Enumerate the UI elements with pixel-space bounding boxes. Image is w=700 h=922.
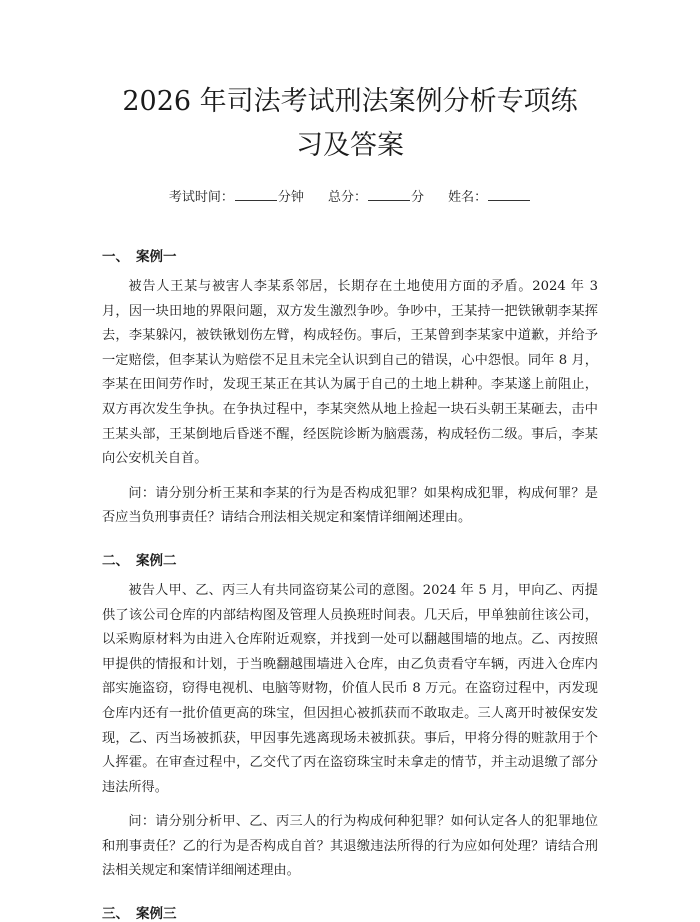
section-number: 一、 bbox=[102, 249, 129, 265]
student-name-blank bbox=[488, 188, 530, 201]
case-2-question: 问：请分别分析甲、乙、丙三人的行为构成何种犯罪？如何认定各人的犯罪地位和刑事责任？乙的行为是否构成自首？其退缴违法所得的行为应如何处理？请结合刑法相关规定和案情详细阐述理由。 bbox=[102, 814, 598, 879]
student-name bbox=[448, 186, 531, 205]
case-2-facts: 被告人甲、乙、丙三人有共同盗窃某公司的意图。2024 年 5 月，甲向乙、丙提供了该公司仓库的内部结构图及管理人员换班时间表。几天后，甲单独前往该公司，以采购原材料为由进入仓库附近观察，并找到一处可以翻越围墙的地点。乙、丙按照甲提供的情报和计划，于当晚翻越围墙进入仓库，由乙负责看守车辆，丙进入仓库内部实施盗窃，窃得电视机、电脑等财物，价值人民币 8 万元。在盗窃过程中，丙发现仓库内还有一批价值更高的珠宝，但因担心被抓获而不敢取走。三人离开时被保安发现，乙、丙当场被抓获，甲因事先逃离现场未被抓获。事后，甲将分得的赃款用于个人挥霍。在审查过程中，乙交代了丙在盗窃珠宝时未拿走的情节，并主动退缴了部分违法所得。 bbox=[102, 582, 598, 795]
section-heading-1 bbox=[102, 245, 598, 265]
case-1-question: 问：请分别分析王某和李某的行为是否构成犯罪？如果构成犯罪，构成何罪？是否应当负刑事责任？请结合刑法相关规定和案情详细阐述理由。 bbox=[102, 485, 598, 526]
section-number: 二、 bbox=[102, 552, 129, 569]
exam-time-unit: 分钟 bbox=[277, 190, 304, 205]
exam-time-blank bbox=[235, 188, 277, 201]
student-name-label: 姓名： bbox=[448, 190, 488, 205]
section-heading-2 bbox=[102, 549, 598, 569]
exam-time bbox=[169, 186, 304, 205]
section-heading-3 bbox=[102, 902, 598, 922]
total-score-label: 总分： bbox=[327, 190, 367, 205]
section-title: 案例一 bbox=[136, 249, 177, 265]
section-number: 三、 bbox=[102, 906, 129, 922]
total-score-unit: 分 bbox=[411, 190, 425, 205]
total-score bbox=[328, 186, 424, 205]
total-score-blank bbox=[368, 188, 410, 201]
section-title: 案例二 bbox=[136, 552, 177, 569]
document-title: 2026 年司法考试刑法案例分析专项练习及答案 bbox=[122, 86, 578, 161]
section-title: 案例三 bbox=[136, 906, 177, 922]
exam-meta bbox=[102, 186, 598, 205]
exam-time-label: 考试时间： bbox=[168, 190, 234, 205]
case-1-facts: 被告人王某与被害人李某系邻居，长期存在土地使用方面的矛盾。2024 年 3 月，因一块田地的界限问题，双方发生激烈争吵。争吵中，王某持一把铁锹朝李某挥去，李某躲闪，被铁锹划伤左臂，构成轻伤。事后，王某曾到李某家中道歉，并给予一定赔偿，但李某认为赔偿不足且未完全认识到自己的错误，心中怨恨。同年 8 月，李某在田间劳作时，发现王某正在其认为属于自己的土地上耕种。李某遂上前阻止，双方再次发生争执。在争执过程中，李某突然从地上捡起一块石头朝王某砸去，击中王某头部，王某倒地后昏迷不醒，经医院诊断为脑震荡，构成轻伤二级。事后，李某向公安机关自首。 bbox=[102, 279, 598, 467]
